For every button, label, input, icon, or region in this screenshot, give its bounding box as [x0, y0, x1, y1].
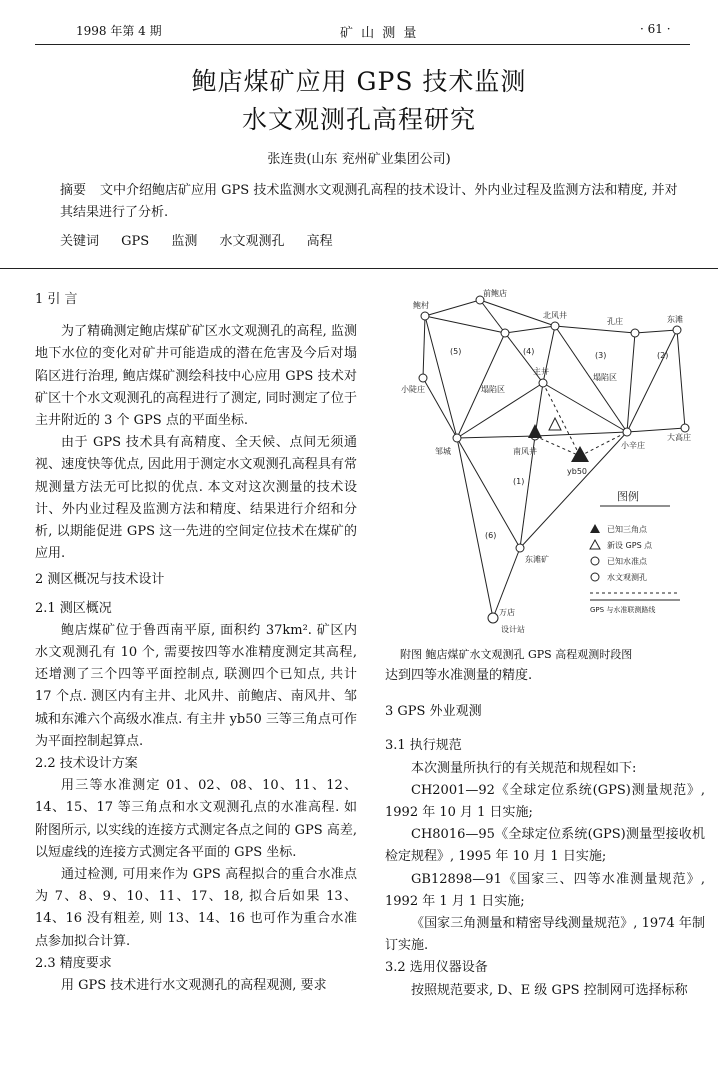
issue-label: 1998 年第 4 期 [76, 24, 162, 38]
title-line-2: 水文观测孔高程研究 [241, 105, 476, 134]
node-label: yb50 [567, 467, 587, 476]
region-label: (2) [657, 351, 669, 360]
node-label: 南风井 [513, 447, 537, 456]
journal-name: 矿 山 测 量 [340, 26, 419, 41]
node-label: 北风井 [543, 311, 567, 320]
section-2-2-title: 2.2 技术设计方案 [35, 756, 138, 772]
keyword: GPS [121, 234, 150, 249]
node-label: 小陡庄 [401, 385, 425, 394]
regulation-4: 《国家三角测量和精密导线测量规范》, 1974 年制订实施. [385, 916, 705, 954]
region-label: 塌陷区 [593, 373, 617, 382]
region-label: 塌陷区 [481, 385, 505, 394]
node-label: 设计站 [501, 625, 525, 634]
region-label: (5) [450, 347, 462, 356]
abstract-label: 摘要 [60, 183, 87, 198]
section-2-2-para-1: 用三等水准测定 01、02、08、10、11、12、14、15、17 等三角点和水文观测孔点的水准高程. 如附图所示, 以实线的连接方式测定各点之间的 GPS 高差, 以短虚线的连接方式测定各平面的 GPS 坐标. [35, 778, 357, 860]
section-3-1-title: 3.1 执行规范 [385, 738, 462, 754]
node-label: 大高庄 [667, 433, 691, 442]
legend-title: 图例 [617, 490, 639, 503]
node-label: 小辛庄 [621, 441, 645, 450]
page-number: · 61 · [640, 22, 671, 36]
section-2-title: 2 测区概况与技术设计 [35, 572, 165, 588]
section-3-2-title: 3.2 选用仪器设备 [385, 960, 488, 976]
node-label: 鲍村 [413, 301, 429, 310]
gps-network-figure [395, 288, 705, 638]
legend-note: GPS 与水准联测路线 [590, 606, 656, 614]
node-label: 孔庄 [607, 317, 623, 326]
legend-item: 已知水准点 [607, 557, 647, 566]
left-column [35, 285, 357, 997]
section-2-3-para: 用 GPS 技术进行水文观测孔的高程观测, 要求 [61, 978, 327, 994]
figure-caption: 附图 鲍店煤矿水文观测孔 GPS 高程观测时段图 [400, 648, 633, 661]
legend-item: 已知三角点 [607, 525, 647, 534]
header-rule [35, 44, 690, 45]
abstract [60, 180, 690, 224]
node-label: 主井 [533, 367, 549, 376]
section-2-1-title: 2.1 测区概况 [35, 600, 112, 616]
author-line: 张连贵(山东 兖州矿业集团公司) [267, 152, 451, 167]
regulation-2: CH8016—95《全球定位系统(GPS)测量型接收机检定规程》, 1995 年 10 月 1 日实施; [385, 827, 705, 865]
section-3-title: 3 GPS 外业观测 [385, 704, 482, 720]
section-3-2-para: 按照规范要求, D、E 级 GPS 控制网可选择标称 [411, 982, 688, 998]
region-label: (1) [513, 477, 525, 486]
section-1-title: 1 引 言 [35, 292, 78, 307]
section-2-2-para-2: 通过检测, 可用来作为 GPS 高程拟合的重合水准点为 7、8、9、10、11、17、18, 拟合后如果 13、14、16 没有粗差, 则 13、14、16 也可作为重合水准点参加拟合计算. [35, 867, 357, 949]
title-line-1: 鲍店煤矿应用 GPS 技术监测 [191, 67, 527, 96]
legend-item: 水文观测孔 [607, 573, 647, 582]
node-label: 东滩矿 [525, 555, 549, 564]
region-label: (4) [523, 347, 535, 356]
node-label: 前鲍店 [483, 289, 507, 298]
regulation-1: CH2001—92《全球定位系统(GPS)测量规范》, 1992 年 10 月 1 日实施; [385, 782, 705, 821]
section-3-1-para: 本次测量所执行的有关规范和规程如下: [411, 760, 637, 776]
keyword: 高程 [306, 234, 333, 249]
abstract-rule [0, 268, 718, 269]
keywords-label: 关键词 [60, 234, 100, 249]
section-1-para-1: 为了精确测定鲍店煤矿矿区水文观测孔的高程, 监测地下水位的变化对矿井可能造成的潜在危害及今后对塌陷区进行治理, 鲍店煤矿测绘科技中心应用 GPS 技术对矿区十个水文观测孔的高程进行了测定, 同时测定了位于主井附近的 3 个 GPS 点的平面坐标. [35, 324, 357, 429]
node-label: 东滩 [667, 315, 683, 324]
keyword: 水文观测孔 [219, 234, 285, 249]
section-1-para-2: 由于 GPS 技术具有高精度、全天候、点间无须通视、速度快等优点, 因此用于测定水文观测孔高程具有常规测量方法无可比拟的优点. 本文对这次测量的技术设计、外内业过程及监测方法和精度、结果进行介绍和分析, 以期能促进 GPS 这一先进的空间定位技术在煤矿的应用. [35, 435, 357, 562]
node-label: 万店 [499, 608, 515, 617]
regulation-3: GB12898—91《国家三、四等水准测量规范》, 1992 年 1 月 1 日实施; [385, 871, 705, 909]
region-label: (3) [595, 351, 607, 360]
keyword: 监测 [171, 234, 198, 249]
legend-item: 新设 GPS 点 [607, 541, 653, 550]
node-label: 邹城 [435, 447, 451, 456]
region-label: (6) [485, 531, 497, 540]
abstract-text: 文中介绍鲍店矿应用 GPS 技术监测水文观测孔高程的技术设计、外内业过程及监测方法和精度, 并对其结果进行了分析. [60, 183, 678, 220]
right-column [385, 665, 705, 1002]
continuation-para: 达到四等水准测量的精度. [385, 668, 533, 683]
section-2-3-title: 2.3 精度要求 [35, 955, 112, 971]
section-2-1-para: 鲍店煤矿位于鲁西南平原, 面积约 37km². 矿区内水文观测孔有 10 个, 需要按四等水准精度测定其高程, 还增测了三个四等平面控制点, 联测四个已知点, 共计 17 个点. 测区内有主井、北风井、前鲍店、南风井、邹城和东滩六个高级水准点. 有主井 yb50 三等三角点可作为平面控制起算点. [35, 622, 357, 749]
keywords [60, 230, 351, 249]
